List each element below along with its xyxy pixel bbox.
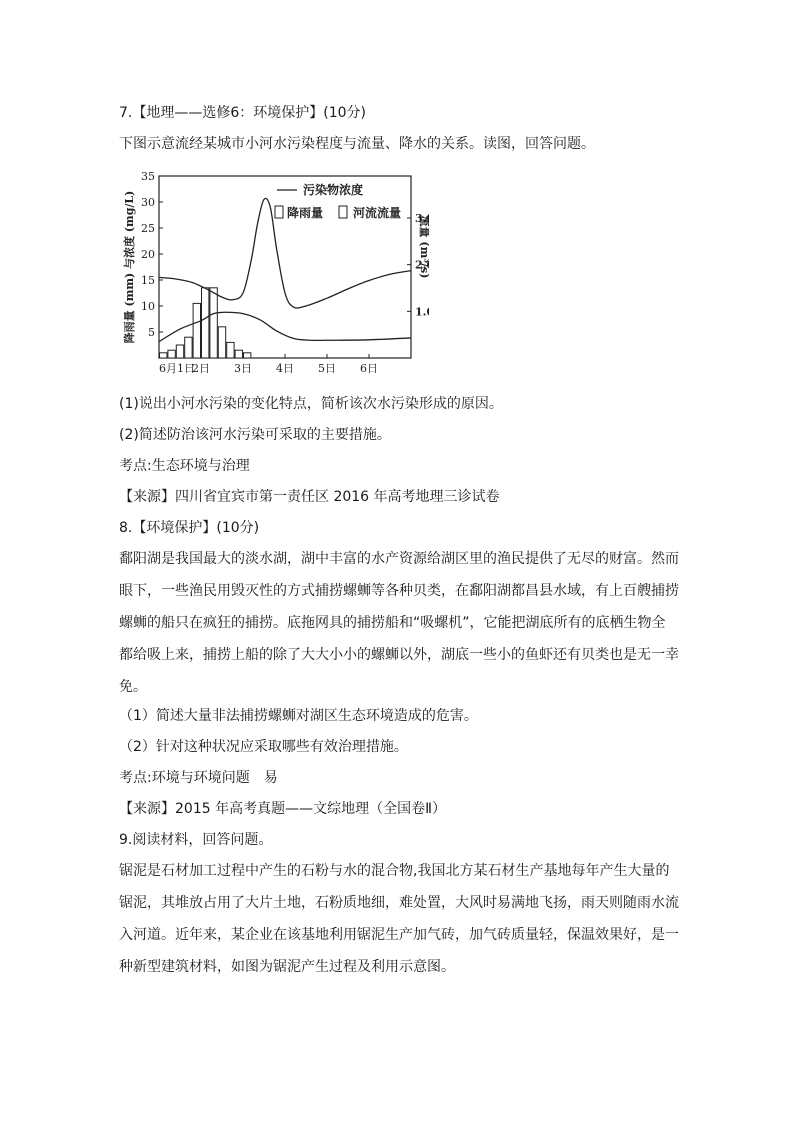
rain-bar <box>160 353 167 358</box>
legend-bar1-label: 降雨量 <box>287 206 324 220</box>
legend-line-label: 污染物浓度 <box>303 183 364 197</box>
rain-bar <box>227 342 234 358</box>
q9-body: 锯泥是石材加工过程中产生的石粉与水的混合物,我国北方某石材生产基地每年产生大量的锯泥，其堆放占用了大片土地，石粉质地细，难处置，大风时易满地飞扬，雨天则随雨水流入河道。近年来，某企业在该基地利用锯泥生产加气砖，加气砖质量轻，保温效果好，是一种新型建筑材料，如图为锯泥产生过程及利用示意图。 <box>119 863 679 975</box>
rain-bar <box>210 288 217 358</box>
rain-bar <box>244 353 251 358</box>
q7-source: 【来源】四川省宜宾市第一责任区 2016 年高考地理三诊试卷 <box>119 489 500 505</box>
rain-bar <box>235 350 242 358</box>
y-tick-label: 5 <box>148 326 155 339</box>
q8-sub2: （2）针对这种状况应采取哪些有效治理措施。 <box>119 739 408 755</box>
rain-bar <box>202 288 209 358</box>
q7-intro: 下图示意流经某城市小河水污染程度与流量、降水的关系。读图，回答问题。 <box>119 136 595 152</box>
y2-tick-label: 1. <box>415 305 427 319</box>
q8-source: 【来源】2015 年高考真题——文综地理（全国卷Ⅱ） <box>119 801 446 817</box>
y-tick-label: 30 <box>141 196 155 209</box>
legend-bar2-swatch <box>339 206 347 218</box>
x-tick-label: 6日 <box>360 362 378 375</box>
q8-body: 鄱阳湖是我国最大的淡水湖，湖中丰富的水产资源给湖区里的渔民提供了无尽的财富。然而眼下，一些渔民用毁灭性的方式捕捞螺蛳等各种贝类，在鄱阳湖都昌县水域，有上百艘捕捞螺蛳的船只在疯狂的捕捞。底拖网具的捕捞船和“吸螺机”，它能把湖底所有的底栖生物全都给吸上来，捕捞上船的除了大大小小的螺蛳以外，湖底一些小的鱼虾还有贝类也是无一幸免。 <box>119 551 679 695</box>
q9-title: 9.阅读材料，回答问题。 <box>119 832 273 848</box>
x-tick-label: 4日 <box>276 362 294 375</box>
rain-bar <box>176 345 183 358</box>
y-tick-label: 25 <box>141 222 155 235</box>
y2-tick-label: 3. <box>415 212 427 225</box>
legend-bar1-swatch <box>275 206 283 218</box>
rain-bar <box>218 327 225 358</box>
pollution-chart <box>119 168 429 383</box>
rain-bar <box>193 303 200 358</box>
x-tick-label: 6月1日 <box>159 362 195 375</box>
y-axis-label: 降雨量 (mm) 与浓度 (mg/L) <box>123 190 136 344</box>
y-tick-label: 10 <box>141 300 155 313</box>
q7-title: 7.【地理——选修6：环境保护】(10分) <box>119 105 367 121</box>
q8-title: 8.【环境保护】(10分) <box>119 520 260 536</box>
y-tick-label: 20 <box>141 248 155 261</box>
q8-point: 考点:环境与环境问题 易 <box>119 770 278 786</box>
y2-tick-label: 2. <box>415 258 427 272</box>
rain-bar <box>185 337 192 358</box>
x-tick-label: 5日 <box>318 362 336 375</box>
q7-sub1: (1)说出小河水污染的变化特点，简析该次水污染形成的原因。 <box>119 396 503 412</box>
q8-sub1: （1）简述大量非法捕捞螺蛳对湖区生态环境造成的危害。 <box>119 708 478 724</box>
y-tick-label: 15 <box>141 274 155 287</box>
x-tick-label: 2日 <box>192 362 210 375</box>
legend-bar2-label: 河流流量 <box>353 206 402 220</box>
y-tick-label: 35 <box>141 170 155 183</box>
y2-axis-label: 流量 (m³/s) <box>418 215 429 279</box>
q7-point: 考点:生态环境与治理 <box>119 458 250 474</box>
q7-sub2: (2)简述防治该河水污染可采取的主要措施。 <box>119 427 391 443</box>
x-tick-label: 3日 <box>234 362 252 375</box>
chart-svg <box>119 168 429 383</box>
rain-bar <box>168 350 175 358</box>
